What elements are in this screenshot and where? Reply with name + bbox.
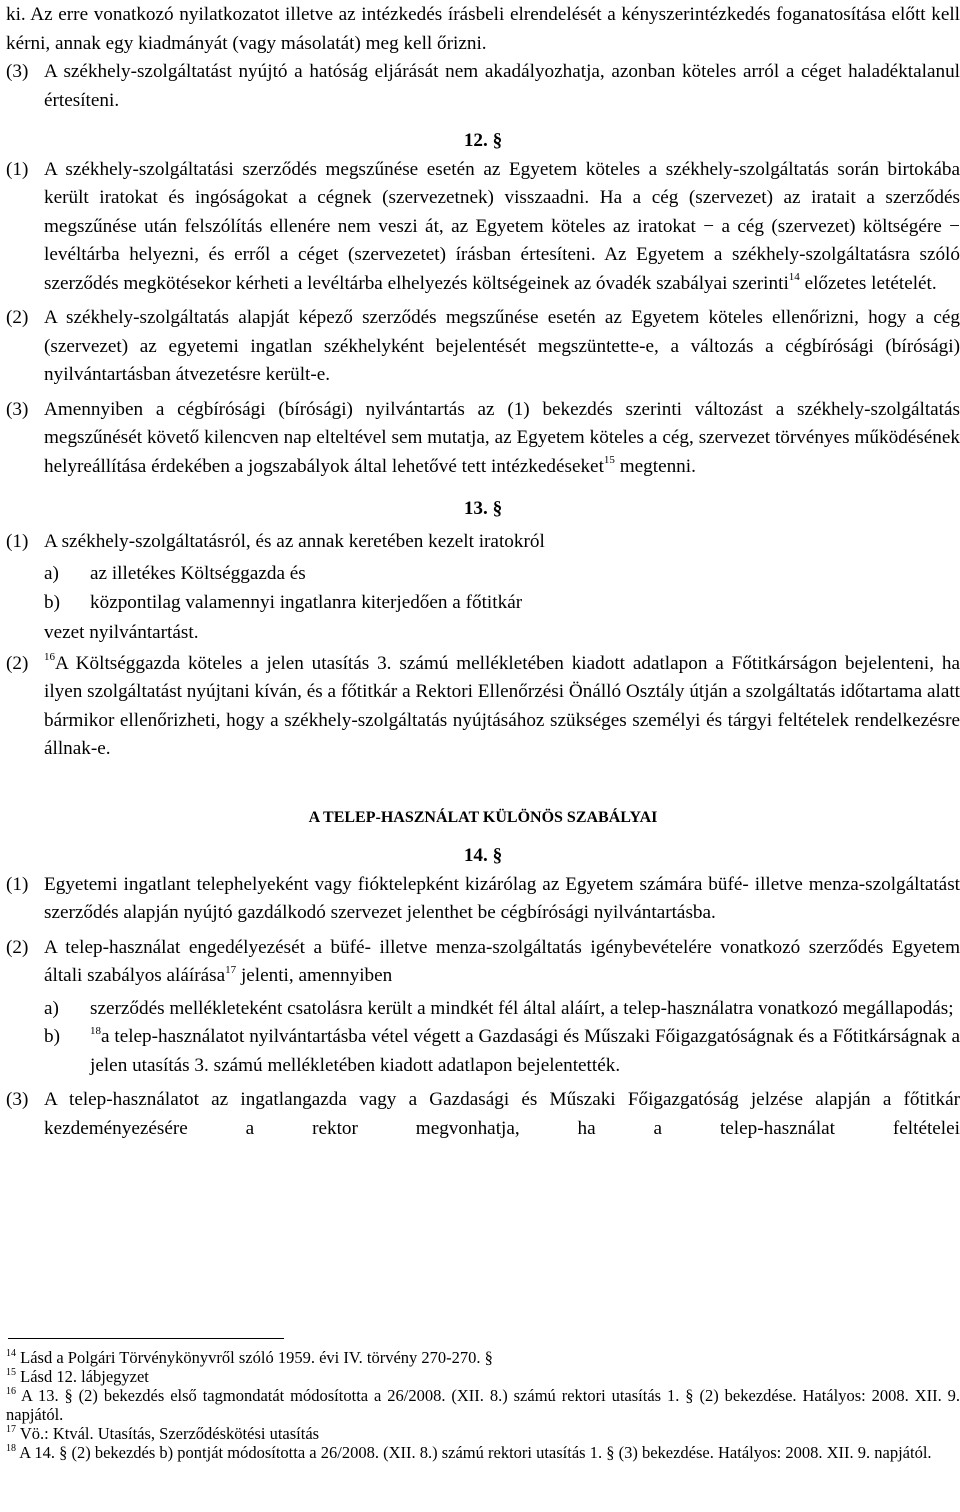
footnote-ref[interactable]: 16 — [44, 651, 55, 664]
section-title-13: 13. § — [463, 498, 503, 519]
list-item-text-wrap — [90, 1023, 960, 1080]
footnote-number: 16 — [6, 1385, 16, 1397]
footnote-ref[interactable]: 17 — [225, 963, 237, 976]
footnote-17 — [6, 1424, 960, 1443]
list-item — [44, 1023, 960, 1080]
paragraph-text-part: A székhely-szolgáltatási szerződés megszűnése esetén az Egyetem köteles a székhely-szolgáltatás során birtokába került iratokat és ingóságokat a cégnek (szervezetnek) visszaadni. Ha a cég (szervezet) az iratait a szerződés megszűnése után felszólítás ellenére nem veszi át, az Egyetem köteles az iratokat − a cég (szervezet) költségére − levéltárba helyezni, és erről a céget (szervezetet) írásban értesíteni. Az Egyetem a székhely-szolgáltatásra szóló szerződés megkötésekor kérheti a levéltárba elhelyezés költségeinek az óvadék szabályai szerinti — [44, 158, 960, 294]
paragraph-12-1 — [6, 156, 960, 299]
paragraph-text-part: Amennyiben a cégbírósági (bírósági) nyilvántartás az (1) bekezdés szerinti változást a székhely-szolgáltatás megszűnését követő kilencven nap elteltével sem mutatja, az Egyetem köteles a cég, szervezet törvényes működésének helyreállítása érdekében a jogszabályok által lehetővé tett intézkedéseket — [44, 398, 960, 477]
paragraph-number: (2) — [6, 652, 29, 674]
list-item-label: b) — [44, 591, 60, 613]
footnote-number: 15 — [6, 1366, 16, 1378]
list-item — [44, 995, 960, 1024]
paragraph-text — [44, 650, 960, 764]
footnote-ref[interactable]: 14 — [788, 271, 800, 284]
chapter-heading: A TELEP-HASZNÁLAT KÜLÖNÖS SZABÁLYAI — [308, 808, 658, 826]
footnote-15 — [6, 1367, 960, 1386]
footnote-separator — [8, 1338, 284, 1339]
list-item — [44, 589, 960, 618]
paragraph-continuation: ki. Az erre vonatkozó nyilatkozatot illetve az intézkedés írásbeli elrendelését a kényszerintézkedés foganatosítása előtt kell kérni, annak egy kiadmányát (vagy másolatát) meg kell őrizni. — [6, 4, 960, 54]
list-item-label: a) — [44, 997, 59, 1019]
document-page — [6, 0, 960, 1143]
footnote-text: Lásd 12. lábjegyzet — [20, 1367, 149, 1386]
section-title-14: 14. § — [463, 845, 503, 866]
footnote-ref[interactable]: 15 — [603, 454, 615, 467]
paragraph-number: (1) — [6, 873, 29, 895]
list-item-label: a) — [44, 563, 59, 584]
paragraph-13-2 — [6, 650, 960, 764]
paragraph-12-2 — [6, 304, 960, 390]
footnote-16 — [6, 1386, 960, 1424]
paragraph-text: A telep-használatot az ingatlangazda vagy a Gazdasági és Műszaki Főigazgatóság jelzése alapján a főtitkár kezdeményezésére a rektor megvonhatja, ha a telep-használat feltételei — [44, 1089, 960, 1139]
paragraph-tail: vezet nyilvántartást. — [44, 622, 199, 643]
paragraph-text: A székhely-szolgáltatás alapját képező szerződés megszűnése esetén az Egyetem köteles ellenőrizni, hogy a cég (szervezet) az egyetemi ingatlan székhelyként bejelentését megszüntette-e, a változás a cégbírósági (bírósági) nyilvántartásban átvezetésre került-e. — [44, 307, 960, 385]
paragraph-text — [44, 396, 960, 482]
footnote-number: 17 — [6, 1423, 16, 1435]
footnote-18 — [6, 1443, 960, 1462]
list-item-label: b) — [44, 1026, 60, 1047]
paragraph-number: (1) — [6, 158, 29, 180]
paragraph-number: (3) — [6, 398, 29, 420]
paragraph-text: A székhely-szolgáltatásról, és az annak keretében kezelt iratokról — [44, 530, 545, 552]
list-item-text: az illetékes Költséggazda és — [90, 563, 306, 584]
paragraph-text-part: előzetes letételét. — [804, 272, 937, 294]
footnote-number: 14 — [6, 1347, 16, 1359]
paragraph-number: (3) — [6, 61, 29, 82]
paragraph-text — [44, 156, 960, 299]
list-item-text: központilag valamennyi ingatlanra kiterjedően a főtitkár — [90, 591, 523, 613]
paragraph-14-2 — [6, 934, 960, 1081]
paragraph-text: A székhely-szolgáltatást nyújtó a hatóság eljárását nem akadályozhatja, azonban köteles arról a céget haladéktalanul értesíteni. — [44, 61, 960, 111]
paragraph-number: (2) — [6, 307, 29, 328]
paragraph-number: (1) — [6, 530, 29, 552]
paragraph-14-3 — [6, 1086, 960, 1143]
footnote-text: A 14. § (2) bekezdés b) pontját módosította a 26/2008. (XII. 8.) számú rektori utasítás 1. § (3) bekezdése. Hatályos: 2008. XII. 9. napjától. — [19, 1443, 932, 1462]
paragraph-text: Egyetemi ingatlant telephelyeként vagy fióktelepként kizárólag az Egyetem számára büfé- illetve menza-szolgáltatást szerződés alapján nyújtó gazdálkodó szervezet jelenthet be cégbírósági nyilvántartásba. — [44, 873, 960, 923]
paragraph-12-3 — [6, 396, 960, 482]
footnotes — [6, 1348, 960, 1462]
section-title-12: 12. § — [463, 130, 503, 151]
paragraph-number: (3) — [6, 1089, 29, 1110]
paragraph-11-3 — [6, 58, 960, 115]
paragraph-text-part: A telep-használat engedélyezését a büfé- illetve menza-szolgáltatás igénybevételére vonatkozó szerződés Egyetem általi szabályos aláírása — [44, 936, 960, 986]
footnote-text: A 13. § (2) bekezdés első tagmondatát módosította a 26/2008. (XII. 8.) számú rektori utasítás 1. § (2) bekezdése. Hatályos: 2008. XII. 9. napjától. — [6, 1386, 960, 1424]
paragraph-14-1 — [6, 871, 960, 928]
paragraph-text-part: megtenni. — [619, 455, 696, 477]
list-item-text: a telep-használatot nyilvántartásba vétel végett a Gazdasági és Műszaki Főigazgatóságnak és a Főtitkárságnak a jelen utasítás 3. számú mellékletében kiadott adatlapon bejelentették. — [90, 1026, 960, 1076]
paragraph-text-part: jelenti, amennyiben — [240, 965, 393, 986]
list-item — [44, 560, 960, 589]
footnote-ref[interactable]: 18 — [90, 1024, 101, 1037]
paragraph-13-1 — [6, 528, 960, 648]
footnote-14 — [6, 1348, 960, 1367]
list-item-text: szerződés mellékleteként csatolásra került a mindkét fél által aláírt, a telep-használatra vonatkozó megállapodás; — [90, 997, 954, 1019]
paragraph-text-part: A Költséggazda köteles a jelen utasítás 3. számú mellékletében kiadott adatlapon a Főtitkárságon bejelenteni, ha ilyen szolgáltatást nyújtani kíván, és a főtitkár a Rektori Ellenőrzési Önálló Osztály útján a szolgáltatás időtartama alatt bármikor ellenőrizheti, hogy a székhely-szolgáltatás nyújtásához szükséges személyi és tárgyi feltételek rendelkezésre állnak-e. — [44, 652, 960, 759]
footnote-text: Vö.: Ktvál. Utasítás, Szerződéskötési utasítás — [19, 1424, 320, 1443]
footnote-number: 18 — [6, 1442, 16, 1454]
footnote-text: Lásd a Polgári Törvénykönyvről szóló 1959. évi IV. törvény 270-270. § — [20, 1348, 493, 1367]
paragraph-number: (2) — [6, 936, 29, 958]
paragraph-text — [44, 934, 960, 991]
